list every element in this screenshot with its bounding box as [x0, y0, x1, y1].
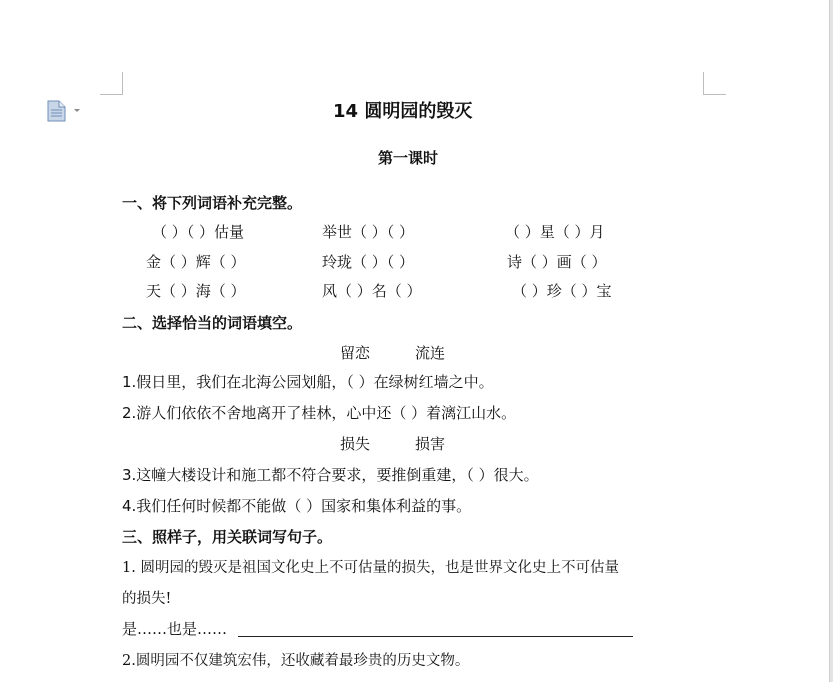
word-blank-r1c2: 举世（ ）（ ） [322, 223, 415, 241]
window-right-edge [829, 0, 833, 682]
page-corner-mark-left [100, 72, 123, 95]
document-menu-icon[interactable] [47, 100, 81, 122]
choice-word-1: 留恋 [340, 344, 371, 362]
fill-item-1: 1.假日里，我们在北海公园划船，（ ）在绿树红墙之中。 [122, 373, 494, 391]
section1-heading: 一、将下列词语补充完整。 [122, 194, 303, 212]
fill-item-3: 3.这幢大楼设计和施工都不符合要求，要推倒重建，（ ）很大。 [122, 466, 539, 484]
word-blank-r2c3: 诗（ ）画（ ） [507, 253, 607, 271]
section2-heading: 二、选择恰当的词语填空。 [122, 314, 303, 332]
word-blank-r1c3: （ ）星（ ）月 [505, 223, 605, 241]
word-blank-r2c1: 金（ ）辉（ ） [146, 253, 246, 271]
word-blank-r3c1: 天（ ）海（ ） [146, 282, 246, 300]
example-sentence-line2: 的损失! [122, 591, 172, 607]
lesson-subtitle: 第一课时 [378, 149, 439, 167]
choice-word-2: 流连 [415, 344, 446, 362]
example-sentence-line1: 1. 圆明园的毁灭是祖国文化史上不可估量的损失，也是世界文化史上不可估量 [122, 560, 619, 576]
word-blank-r3c3: （ ）珍（ ）宝 [512, 282, 612, 300]
conjunction-pattern: 是……也是…… [122, 620, 228, 638]
word-blank-r2c2: 玲珑（ ）（ ） [322, 253, 415, 271]
answer-line [238, 636, 633, 637]
fill-item-4: 4.我们任何时候都不能做（ ）国家和集体利益的事。 [122, 497, 472, 515]
choice-word-3: 损失 [340, 435, 371, 453]
page-corner-mark-right [703, 72, 726, 95]
word-blank-r3c2: 风（ ）名（ ） [322, 282, 422, 300]
fill-item-2: 2.游人们依依不舍地离开了桂林，心中还（ ）着漓江山水。 [122, 404, 517, 422]
document-title: 14 圆明园的毁灭 [333, 101, 473, 122]
sentence-item-2: 2.圆明园不仅建筑宏伟，还收藏着最珍贵的历史文物。 [122, 653, 470, 669]
word-blank-r1c1: （ ）（ ）估量 [152, 223, 245, 241]
choice-word-4: 损害 [415, 435, 446, 453]
section3-heading: 三、照样子，用关联词写句子。 [122, 528, 333, 546]
